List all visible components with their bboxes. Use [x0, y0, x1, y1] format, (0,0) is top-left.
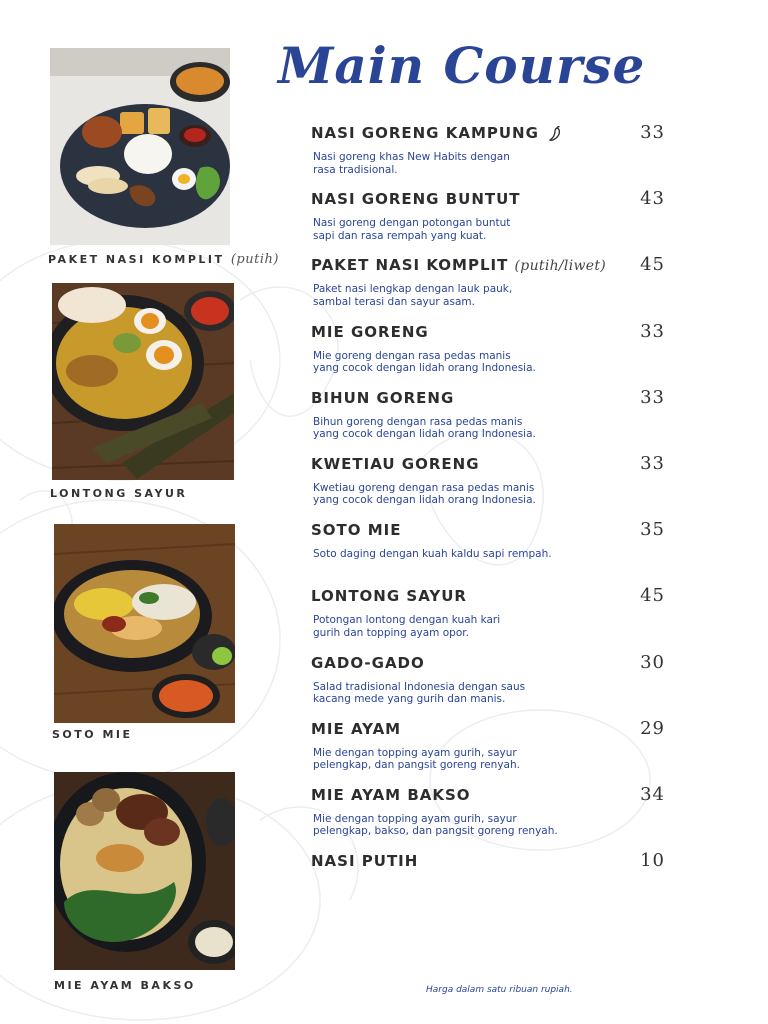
desc-line: Salad tradisional Indonesia dengan saus	[313, 680, 526, 693]
caption-text: LONTONG SAYUR	[50, 487, 188, 500]
desc-line: kacang mede yang gurih dan manis.	[313, 693, 506, 705]
item-price: 33	[640, 386, 665, 408]
menu-item	[311, 190, 671, 256]
item-price: 45	[640, 254, 665, 276]
item-name-text: MIE AYAM	[311, 719, 402, 738]
item-description	[313, 548, 613, 561]
item-name-text: LONTONG SAYUR	[311, 587, 467, 606]
item-price: 35	[640, 519, 665, 541]
item-price: 29	[640, 717, 665, 739]
caption-mie-ayam-bakso	[54, 979, 196, 992]
caption-text: SOTO MIE	[52, 728, 133, 741]
page-title: Main Course	[278, 36, 646, 95]
item-name-text: NASI GORENG BUNTUT	[311, 190, 521, 209]
desc-line: Mie goreng dengan rasa pedas manis	[313, 349, 511, 362]
caption-lontong-sayur	[50, 487, 187, 500]
caption-text: PAKET NASI KOMPLIT	[48, 253, 225, 266]
item-name	[311, 124, 562, 142]
item-description	[313, 813, 613, 838]
item-name	[311, 852, 418, 870]
desc-line: rasa tradisional.	[313, 163, 398, 176]
item-name-text: NASI PUTIH	[311, 852, 419, 871]
item-price: 45	[640, 585, 665, 607]
item-name	[311, 654, 425, 672]
item-name-text: PAKET NASI KOMPLIT	[311, 256, 509, 275]
desc-line: Nasi goreng dengan potongan buntut	[313, 217, 511, 230]
item-description	[313, 151, 613, 176]
desc-line: Mie dengan topping ayam gurih, sayur	[313, 746, 517, 759]
desc-line: Bihun goreng dengan rasa pedas manis	[313, 415, 523, 428]
photo-lontong-sayur	[52, 283, 234, 480]
item-description	[313, 747, 613, 772]
item-description	[313, 283, 613, 308]
price-footnote: Harga dalam satu ribuan rupiah.	[426, 985, 573, 995]
item-name-text: NASI GORENG KAMPUNG	[311, 124, 539, 142]
caption-text: MIE AYAM BAKSO	[54, 979, 196, 992]
menu-item	[311, 124, 671, 190]
item-description	[313, 217, 613, 242]
menu-item	[311, 651, 671, 720]
menu-item	[311, 256, 671, 322]
menu-item	[311, 852, 671, 918]
menu-item	[311, 386, 671, 455]
item-name	[311, 190, 521, 208]
item-name	[311, 256, 606, 274]
item-name	[311, 720, 401, 738]
desc-line: Mie dengan topping ayam gurih, sayur	[313, 812, 517, 825]
caption-soto-mie	[52, 728, 133, 741]
desc-line: Kwetiau goreng dengan rasa pedas manis	[313, 481, 535, 494]
desc-line: Paket nasi lengkap dengan lauk pauk,	[313, 283, 513, 296]
item-name-note: (putih/liwet)	[514, 258, 607, 275]
desc-line: yang cocok dengan lidah orang Indonesia.	[313, 428, 536, 441]
item-price: 33	[640, 452, 665, 474]
item-price: 43	[640, 188, 665, 210]
desc-line: sapi dan rasa rempah yang kuat.	[313, 229, 487, 242]
item-name-text: BIHUN GORENG	[311, 388, 455, 407]
menu-list	[311, 124, 671, 918]
chili-icon	[548, 126, 562, 142]
desc-line: Soto daging dengan kuah kaldu sapi rempah.	[313, 548, 552, 561]
item-name-text: MIE GORENG	[311, 322, 429, 341]
item-description	[313, 614, 613, 639]
item-price: 33	[640, 122, 665, 143]
photo-soto-mie	[54, 524, 235, 723]
item-name	[311, 455, 480, 473]
item-price: 10	[640, 850, 665, 872]
desc-line: Nasi goreng khas New Habits dengan	[313, 151, 510, 163]
desc-line: Potongan lontong dengan kuah kari	[313, 614, 501, 627]
photo-mie-ayam-bakso	[54, 772, 235, 970]
item-name	[311, 521, 402, 539]
item-name	[311, 389, 454, 407]
item-description	[313, 416, 613, 441]
desc-line: yang cocok dengan lidah orang Indonesia.	[313, 494, 536, 507]
menu-item	[311, 783, 671, 852]
item-description	[313, 350, 613, 375]
item-name	[311, 587, 467, 605]
item-price: 34	[640, 783, 665, 805]
desc-line: sambal terasi dan sayur asam.	[313, 295, 475, 308]
desc-line: pelengkap, dan pangsit goreng renyah.	[313, 759, 520, 772]
caption-paket-nasi-komplit	[48, 252, 279, 267]
item-name	[311, 323, 429, 341]
item-price: 33	[640, 320, 665, 342]
caption-note: (putih)	[230, 252, 279, 267]
item-name-text: MIE AYAM BAKSO	[311, 785, 471, 804]
desc-line: pelengkap, bakso, dan pangsit goreng renyah.	[313, 825, 558, 838]
item-name-text: KWETIAU GORENG	[311, 454, 480, 473]
item-name	[311, 786, 471, 804]
item-price: 30	[640, 651, 665, 673]
desc-line: gurih dan topping ayam opor.	[313, 626, 469, 639]
menu-item	[311, 521, 671, 587]
item-description	[313, 681, 613, 706]
menu-item	[311, 320, 671, 389]
desc-line: yang cocok dengan lidah orang Indonesia.	[313, 362, 536, 375]
item-name-text: SOTO MIE	[311, 521, 402, 540]
menu-item	[311, 717, 671, 786]
item-description	[313, 482, 613, 507]
item-name-text: GADO-GADO	[311, 653, 425, 672]
photo-paket-nasi-komplit	[50, 48, 230, 245]
menu-item	[311, 452, 671, 521]
menu-item	[311, 587, 671, 653]
